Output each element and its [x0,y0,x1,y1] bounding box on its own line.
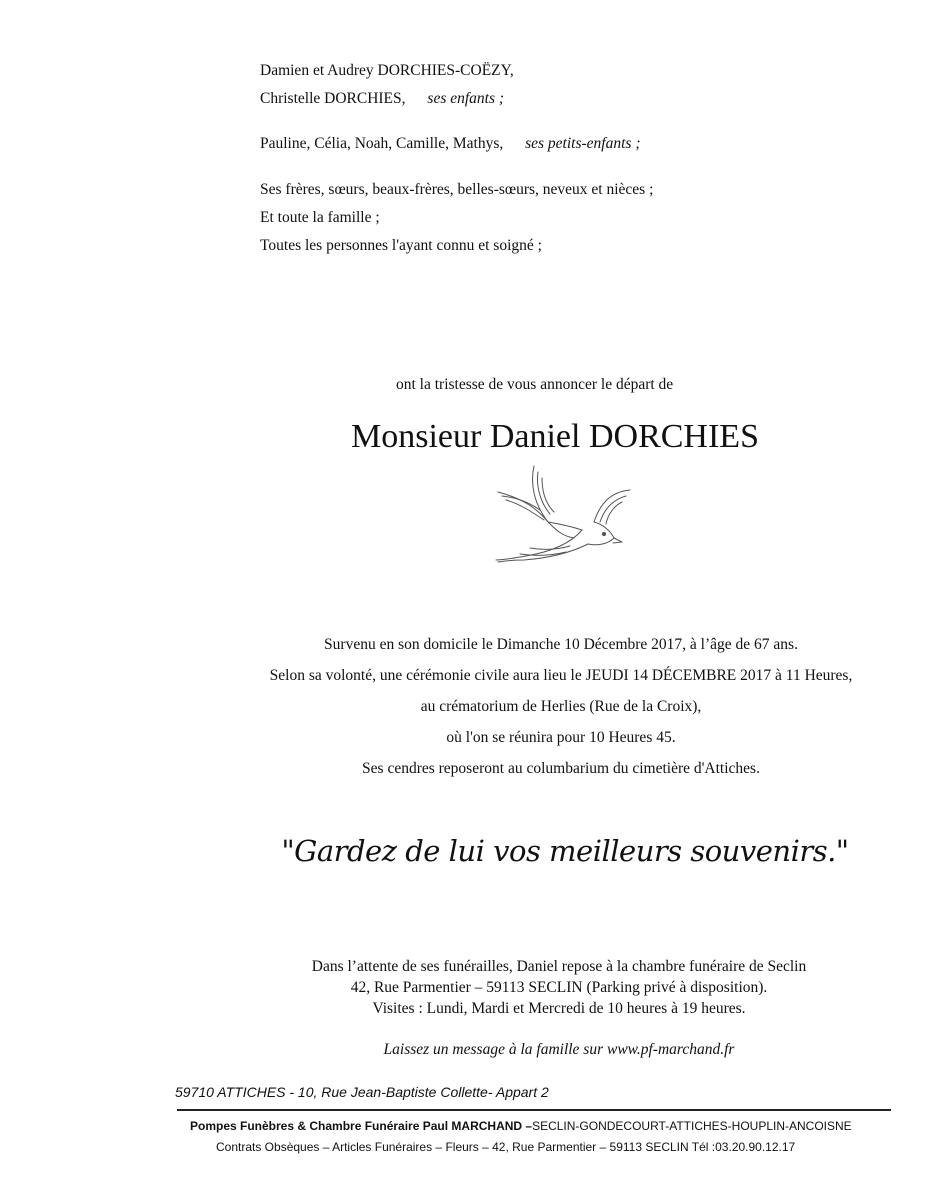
family-line-6: Toutes les personnes l'ayant connu et soigné ; [260,237,542,254]
footer-company-line [190,1119,852,1133]
family-line-4: Ses frères, sœurs, beaux-frères, belles-sœurs, neveux et nièces ; [260,181,654,198]
details-line-3: au crématorium de Herlies (Rue de la Croix), [420,698,702,715]
footer-divider [177,1109,891,1111]
swallow-icon [490,464,638,564]
announcement-intro: ont la tristesse de vous annoncer le départ de [396,376,674,393]
footer-towns: SECLIN-GONDECOURT-ATTICHES-HOUPLIN-ANCOISNE [532,1119,852,1133]
family-address: 59710 ATTICHES - 10, Rue Jean-Baptiste Collette- Appart 2 [175,1084,549,1100]
children-role: ses enfants ; [427,90,505,107]
family-line-5: Et toute la famille ; [260,209,380,226]
details-line-4: où l'on se réunira pour 10 Heures 45. [446,729,676,746]
deceased-name: Monsieur Daniel DORCHIES [351,418,759,455]
wake-line-2: 42, Rue Parmentier – 59113 SECLIN (Parking privé à disposition). [350,979,768,996]
grandchildren-names: Pauline, Célia, Noah, Camille, Mathys, [260,135,504,152]
family-line-1: Damien et Audrey DORCHIES-COËZY, [260,62,514,79]
footer-company: Pompes Funèbres & Chambre Funéraire Paul MARCHAND – [190,1119,533,1133]
footer-services: Contrats Obsèques – Articles Funéraires – Fleurs – 42, Rue Parmentier – 59113 SECLIN Tél :03.20.90.12.17 [216,1140,796,1154]
family-line-3 [260,135,640,153]
memorial-quote: "Gardez de lui vos meilleurs souvenirs." [281,834,849,868]
grandchildren-role: ses petits-enfants ; [525,135,641,152]
details-line-1: Survenu en son domicile le Dimanche 10 Décembre 2017, à l’âge de 67 ans. [324,636,798,653]
details-line-5: Ses cendres reposeront au columbarium du cimetière d'Attiches. [362,760,760,777]
family-line-2 [260,90,504,108]
details-line-2: Selon sa volonté, une cérémonie civile aura lieu le JEUDI 14 DÉCEMBRE 2017 à 11 Heures, [269,667,853,684]
wake-line-1: Dans l’attente de ses funérailles, Daniel repose à la chambre funéraire de Seclin [311,958,807,975]
condolence-message: Laissez un message à la famille sur www.pf-marchand.fr [383,1041,735,1058]
wake-line-3: Visites : Lundi, Mardi et Mercredi de 10 heures à 19 heures. [372,1000,746,1017]
children-names: Christelle DORCHIES, [260,90,406,107]
